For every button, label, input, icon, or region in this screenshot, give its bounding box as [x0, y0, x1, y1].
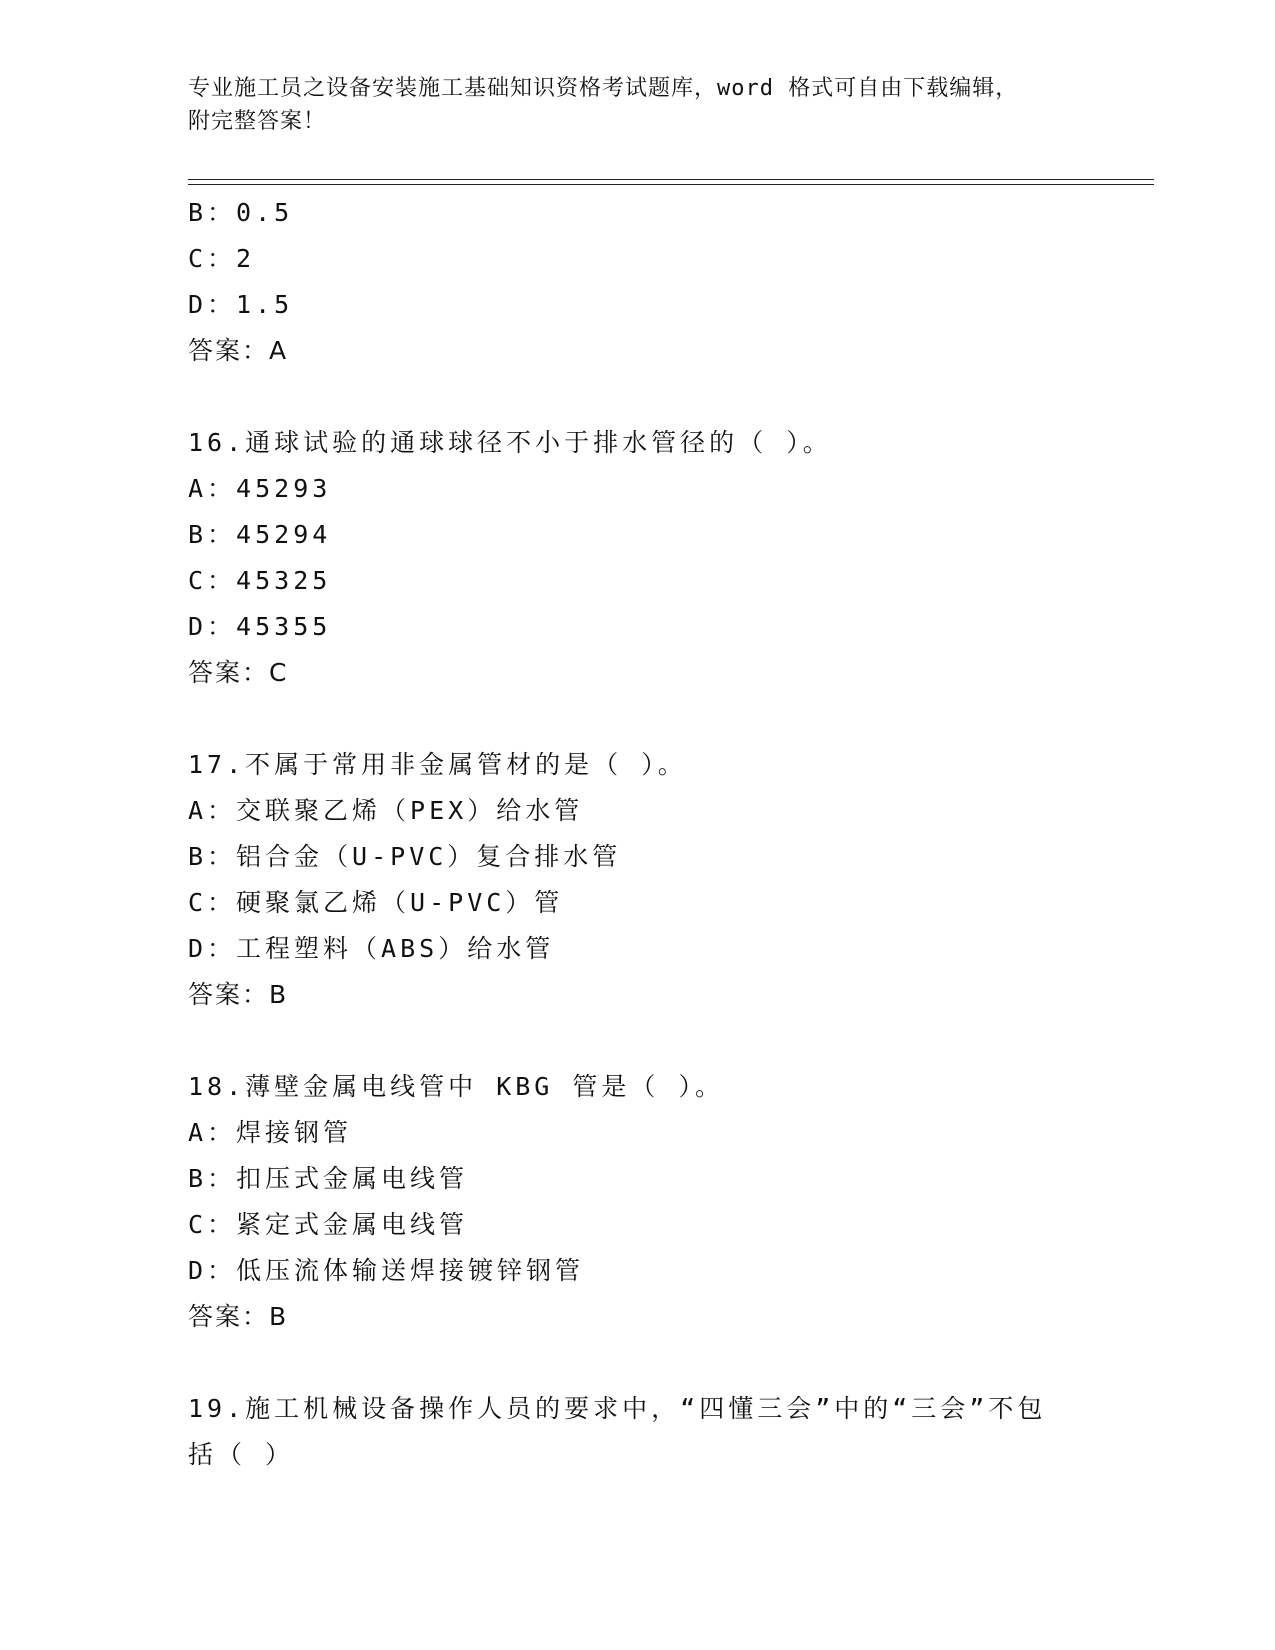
option-a: A：交联聚乙烯（PEX）给水管: [188, 796, 584, 825]
header-line-1: 专业施工员之设备安装施工基础知识资格考试题库，word 格式可自由下载编辑，: [188, 76, 1019, 101]
header-divider-bottom: [188, 184, 1154, 185]
question-19: [188, 1386, 1088, 1478]
option-a: A：45293: [188, 474, 332, 503]
option-b: B：0.5: [188, 198, 294, 227]
option-d: D：1.5: [188, 290, 294, 319]
answer-line: 答案：A: [188, 336, 289, 365]
option-a: A：焊接钢管: [188, 1118, 353, 1147]
question-16: [188, 420, 1088, 696]
option-c: C：硬聚氯乙烯（U-PVC）管: [188, 888, 564, 917]
option-b: B：铝合金（U-PVC）复合排水管: [188, 842, 622, 871]
question-title-line-2: 括（ ）: [188, 1440, 295, 1469]
document-header: [188, 72, 1088, 138]
header-divider-top: [188, 179, 1154, 180]
question-list: [188, 190, 1088, 1478]
option-b: B：45294: [188, 520, 332, 549]
answer-line: 答案：B: [188, 1302, 289, 1331]
option-c: C：紧定式金属电线管: [188, 1210, 469, 1239]
question-fragment: [188, 190, 1088, 374]
option-d: D：45355: [188, 612, 332, 641]
question-18: [188, 1064, 1088, 1340]
question-title: 17.不属于常用非金属管材的是（ ）。: [188, 750, 687, 779]
option-c: C：2: [188, 244, 256, 273]
option-c: C：45325: [188, 566, 332, 595]
question-17: [188, 742, 1088, 1018]
answer-line: 答案：C: [188, 658, 289, 687]
question-title: 18.薄壁金属电线管中 KBG 管是（ ）。: [188, 1072, 724, 1101]
option-b: B：扣压式金属电线管: [188, 1164, 469, 1193]
header-line-2: 附完整答案！: [188, 109, 327, 134]
answer-line: 答案：B: [188, 980, 289, 1009]
question-title: 16.通球试验的通球球径不小于排水管径的（ ）。: [188, 428, 832, 457]
option-d: D：工程塑料（ABS）给水管: [188, 934, 555, 963]
option-d: D：低压流体输送焊接镀锌钢管: [188, 1256, 585, 1285]
question-title-line-1: 19.施工机械设备操作人员的要求中，“四懂三会”中的“三会”不包: [188, 1394, 1047, 1423]
